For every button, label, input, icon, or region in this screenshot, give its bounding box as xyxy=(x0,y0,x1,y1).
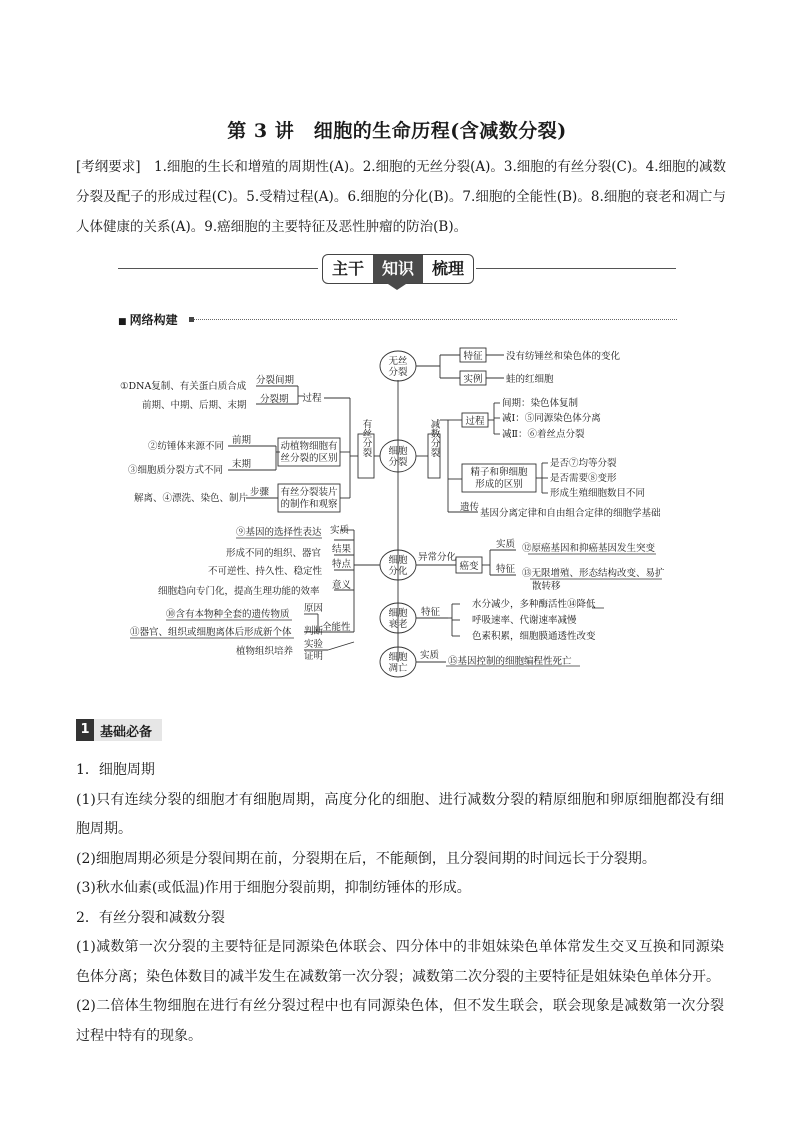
meiosis-diff-box-line2: 形成的区别 xyxy=(475,479,523,490)
meiosis-process-label: 过程 xyxy=(465,416,485,427)
diff-meaning-label: 意义 xyxy=(332,580,352,591)
body-paragraph: (1)减数第一次分裂的主要特征是同源染色体联会、四分体中的非姐妹染色单体常发生交叉互换和同源染色体分离；染色体数目的减半发生在减数第一次分裂；减数第二次分裂的主要特征是姐妹染色单体分开。 xyxy=(76,939,724,985)
aging-f1: 水分减少，多种酶活性⑭降低 xyxy=(472,599,596,610)
cancer-label: 癌变 xyxy=(459,561,479,572)
center-node-line2: 分裂 xyxy=(388,457,408,468)
apoptosis-essence-label: 实质 xyxy=(420,650,440,661)
amitosis-node-line2: 分裂 xyxy=(388,367,408,378)
aging-node-line2: 衰老 xyxy=(388,619,408,630)
diff-result-label: 结果 xyxy=(332,544,352,555)
banner-line-left xyxy=(118,268,318,269)
banner-left: 主干 xyxy=(331,259,364,278)
center-node-line1: 细胞 xyxy=(388,446,408,457)
banner-mid: 知识 xyxy=(373,255,423,283)
mitosis-telophase-label: 末期 xyxy=(232,459,252,470)
diff-proof: 植物组织培养 xyxy=(236,646,294,657)
mitosis-exp-box-line1: 有丝分裂装片 xyxy=(280,487,338,498)
section-label: 基础必备 xyxy=(100,724,153,740)
body-paragraph: (3)秋水仙素(或低温)作用于细胞分裂前期，抑制纺锤体的形成。 xyxy=(76,880,471,896)
mitosis-steps: 解离、④漂洗、染色、制片 xyxy=(134,493,249,504)
apoptosis-node-line2: 凋亡 xyxy=(388,663,408,674)
cancer-feature-2: 散转移 xyxy=(532,581,561,592)
banner-right: 梳理 xyxy=(431,259,464,278)
meiosis-diff-2: 是否需要⑧变形 xyxy=(550,473,617,484)
aging-f3: 色素积累，细胞膜通透性改变 xyxy=(472,631,596,642)
body-text xyxy=(76,756,724,1051)
body-paragraph: (2)二倍体生物细胞在进行有丝分裂过程中也有同源染色体，但不发生联会，联会现象是减数第一次分裂过程中特有的现象。 xyxy=(76,998,724,1044)
mitosis-phases-label: 分裂期 xyxy=(260,394,289,405)
diff-proof-label2: 证明 xyxy=(304,651,324,662)
apoptosis-node-line1: 细胞 xyxy=(388,652,408,663)
body-paragraph: (1)只有连续分裂的细胞才有细胞周期，高度分化的细胞、进行减数分裂的精原细胞和卵原细胞都没有细胞周期。 xyxy=(76,791,724,837)
section-banner xyxy=(322,254,474,284)
page-title: 第 3 讲 细胞的生命历程(含减数分裂) xyxy=(227,120,567,142)
diff-result: 形成不同的组织、器官 xyxy=(226,548,322,559)
cancer-essence-label: 实质 xyxy=(496,539,516,550)
mitosis-exp-box-line2: 的制作和观察 xyxy=(280,499,338,510)
abnormal-label: 异常分化 xyxy=(418,552,457,563)
syllabus-requirements: [考纲要求] 1.细胞的生长和增殖的周期性(A)。2.细胞的无丝分裂(A)。3.细胞的有丝分裂(C)。4.细胞的减数分裂及配子的形成过程(C)。5.受精过程(A)。6.细胞的分化(B)。7.细胞的全能性(B)。8.细胞的衰老和凋亡与人体健康的关系(A)。9.癌细胞的主要特征及恶性肿瘤的防治(B)。 xyxy=(76,159,726,235)
diff-essence-label: 实质 xyxy=(330,525,350,536)
knowledge-network-diagram xyxy=(118,346,678,686)
amitosis-example-label: 实例 xyxy=(463,374,483,385)
amitosis-example: 蛙的红细胞 xyxy=(506,374,554,385)
diff-judge-label: 判断 xyxy=(304,626,324,637)
diff-meaning: 细胞趋向专门化，提高生理功能的效率 xyxy=(158,586,320,597)
amitosis-feature-label: 特征 xyxy=(463,351,483,362)
section-number: 1 xyxy=(76,719,94,741)
meiosis-interphase: 间期：染色体复制 xyxy=(502,398,579,409)
meiosis-2: 减Ⅱ：⑥着丝点分裂 xyxy=(502,429,585,440)
apoptosis-essence: ⑮基因控制的细胞编程性死亡 xyxy=(448,656,572,667)
diff-judge: ⑪器官、组织或细胞离体后形成新个体 xyxy=(130,627,292,638)
meiosis-node: 减数分裂 xyxy=(428,419,440,457)
meiosis-heredity: 基因分离定律和自由组合定律的细胞学基础 xyxy=(480,508,661,519)
amitosis-node-line1: 无丝 xyxy=(388,356,408,367)
body-paragraph: (2)细胞周期必须是分裂间期在前，分裂期在后，不能颠倒，且分裂间期的时间远长于分裂期。 xyxy=(76,850,656,867)
aging-f2: 呼吸速率、代谢速率减慢 xyxy=(472,615,577,626)
diff-reason-label: 原因 xyxy=(304,603,324,614)
diff-essence: ⑨基因的选择性表达 xyxy=(236,527,322,538)
diff-reason: ⑩含有本物种全套的遗传物质 xyxy=(166,609,290,620)
mitosis-diff-box-line2: 丝分裂的区别 xyxy=(280,453,338,464)
banner-line-right xyxy=(476,268,676,269)
mitosis-process-label: 过程 xyxy=(302,393,322,404)
meiosis-1: 减Ⅰ：⑤同源染色体分离 xyxy=(502,413,601,424)
network-heading-rule xyxy=(193,319,677,320)
diff-proof-label1: 实验 xyxy=(304,639,324,650)
body-paragraph: 1．细胞周期 xyxy=(76,762,155,778)
cancer-feature-1: ⑬无限增殖、形态结构改变、易扩 xyxy=(522,568,665,579)
aging-feature-label: 特征 xyxy=(421,607,441,618)
mitosis-prophase: ②纺锤体来源不同 xyxy=(148,441,225,452)
mitosis-diff-box-line1: 动植物细胞有 xyxy=(280,441,338,452)
banner-arrow-icon xyxy=(385,282,409,290)
amitosis-feature: 没有纺锤丝和染色体的变化 xyxy=(506,351,621,362)
body-paragraph: 2．有丝分裂和减数分裂 xyxy=(76,909,225,926)
differentiation-node-line2: 分化 xyxy=(388,566,408,577)
diff-feature-label: 特点 xyxy=(332,559,352,570)
diff-totipotency-label: 全能性 xyxy=(322,622,351,633)
mitosis-telophase: ③细胞质分裂方式不同 xyxy=(128,465,224,476)
mitosis-node: 有丝分裂 xyxy=(360,419,372,457)
diff-feature: 不可逆性、持久性、稳定性 xyxy=(208,566,323,577)
differentiation-node-line1: 细胞 xyxy=(388,555,408,566)
mitosis-phases: 前期、中期、后期、末期 xyxy=(142,400,247,411)
mitosis-interphase-label: 分裂间期 xyxy=(256,375,295,386)
cancer-essence: ⑫原癌基因和抑癌基因发生突变 xyxy=(522,543,656,554)
meiosis-diff-3: 形成生殖细胞数目不同 xyxy=(550,488,646,499)
meiosis-diff-box-line1: 精子和卵细胞 xyxy=(470,467,528,478)
mitosis-prophase-label: 前期 xyxy=(232,435,252,446)
mitosis-interphase: ①DNA复制、有关蛋白质合成 xyxy=(120,381,247,392)
meiosis-diff-1: 是否⑦均等分裂 xyxy=(550,458,617,469)
section-heading xyxy=(76,719,162,741)
cancer-feature-label: 特征 xyxy=(496,564,516,575)
aging-node-line1: 细胞 xyxy=(388,608,408,619)
meiosis-heredity-label: 遗传 xyxy=(460,502,480,513)
mitosis-steps-label: 步骤 xyxy=(250,487,270,498)
network-heading: ■ 网络构建 xyxy=(118,311,178,328)
